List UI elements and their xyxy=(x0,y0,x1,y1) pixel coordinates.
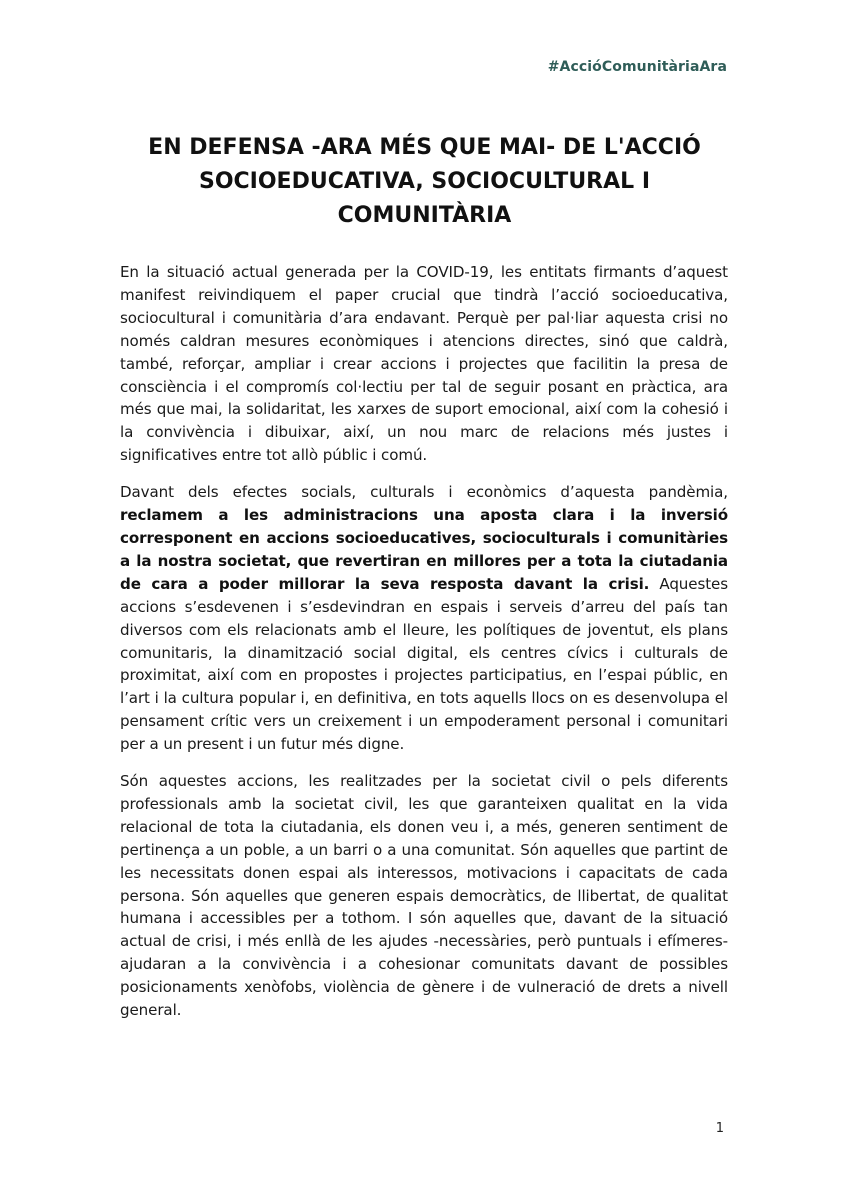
paragraph-2 xyxy=(120,481,728,756)
paragraph-2-bold-demand: reclamem a les administracions una aposta clara i la inversió corresponent en accions socioeducatives, socioculturals i comunitàries a la nostra societat, que revertiran en millores per a tota la ciutadania de cara a poder millorar la seva resposta davant la crisi. xyxy=(120,506,728,593)
paragraph-3: Són aquestes accions, les realitzades per la societat civil o pels diferents professionals amb la societat civil, les que garanteixen qualitat en la vida relacional de tota la ciutadania, els donen veu i, a més, generen sentiment de pertinença a un poble, a un barri o a una comunitat. Són aquelles que partint de les necessitats donen espai als interessos, motivacions i capacitats de cada persona. Són aquelles que generen espais democràtics, de llibertat, de qualitat humana i accessibles per a tothom. I són aquelles que, davant de la situació actual de crisi, i més enllà de les ajudes -necessàries, però puntuals i efímeres- ajudaran a la convivència i a cohesionar comunitats davant de possibles posicionaments xenòfobs, violència de gènere i de vulneració de drets a nivell general. xyxy=(120,772,728,1020)
paragraph-2-rest: Aquestes accions s’esdevenen i s’esdevindran en espais i serveis d’arreu del país tan diversos com els relacionats amb el lleure, les polítiques de joventut, els plans comunitaris, la dinamització social digital, els centres cívics i culturals de proximitat, així com en propostes i projectes participatius, en l’espai públic, en l’art i la cultura popular i, en definitiva, en tots aquells llocs on es desenvolupa el pensament crític vers un creixement i un empoderament personal i comunitari per a un present i un futur més digne. xyxy=(120,574,728,754)
page-number: 1 xyxy=(715,1121,724,1136)
paragraph-2-intro: Davant dels efectes socials, culturals i econòmics d’aquesta pandèmia, xyxy=(120,483,728,502)
document-title: EN DEFENSA -ARA MÉS QUE MAI- DE L'ACCIÓ SOCIOEDUCATIVA, SOCIOCULTURAL I COMUNITÀRIA xyxy=(148,135,701,228)
hashtag-header: #AccióComunitàriaAra xyxy=(547,59,727,75)
document-body xyxy=(120,261,728,1036)
paragraph-1: En la situació actual generada per la COVID-19, les entitats firmants d’aquest manifest reivindiquem el paper crucial que tindrà l’acció socioeducativa, sociocultural i comunitària d’ara endavant. Perquè per pal·liar aquesta crisi no només caldran mesures econòmiques i atencions directes, sinó que caldrà, també, reforçar, ampliar i crear accions i projectes que facilitin la presa de consciència i el compromís col·lectiu per tal de seguir posant en pràctica, ara més que mai, la solidaritat, les xarxes de suport emocional, així com la cohesió i la convivència i dibuixar, així, un nou marc de relacions més justes i significatives entre tot allò públic i comú. xyxy=(120,263,728,465)
